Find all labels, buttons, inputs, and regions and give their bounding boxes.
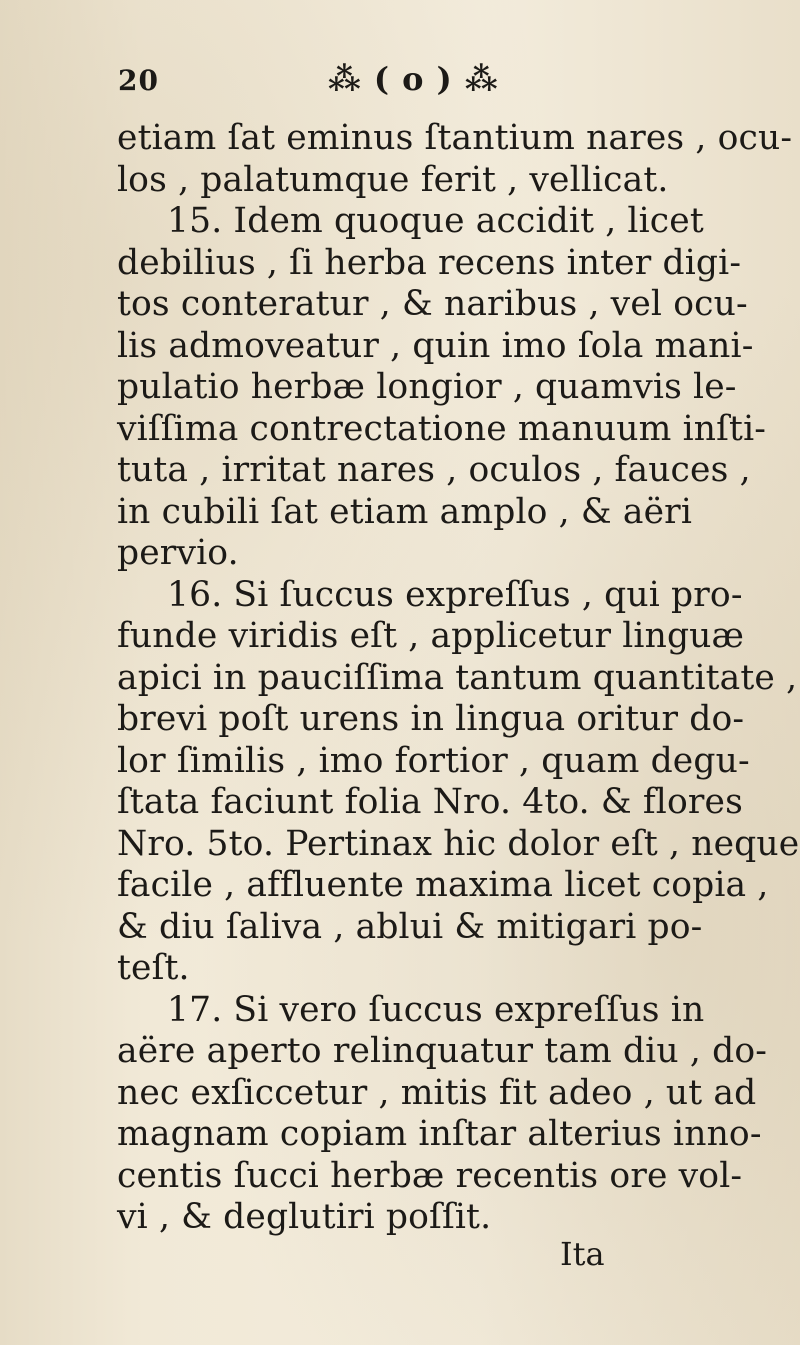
text-line: los , palatumque ferit , vellicat. (117, 159, 669, 200)
text-line: aëre aperto relinquatur tam diu , do- (117, 1031, 768, 1071)
text-line: brevi poſt urens in lingua oritur do- (117, 699, 745, 739)
text-line: pervio. (117, 533, 239, 573)
text-line: centis ſucci herbæ recentis ore vol- (117, 1155, 743, 1196)
text-line: facile , affluente maxima licet copia , (117, 865, 769, 905)
catchword: Ita (560, 1235, 605, 1273)
text-line: in cubili ſat etiam amplo , & aëri (117, 491, 693, 532)
header-ornament: ⁂ ( o ) ⁂ (328, 60, 499, 98)
text-line: tos conteratur , & naribus , vel ocu- (117, 284, 748, 324)
text-line: lor ſimilis , imo fortior , quam degu- (117, 740, 750, 781)
paragraph-start-16: 16. Si ſuccus expreſſus , qui pro- (167, 574, 743, 615)
text-line: etiam ſat eminus ſtantium nares , ocu- (117, 118, 793, 158)
paragraph-start-15: 15. Idem quoque accidit , licet (167, 201, 704, 241)
text-line: lis admoveatur , quin imo ſola mani- (117, 325, 754, 366)
page-number: 20 (118, 64, 159, 97)
text-line: Nro. 5to. Pertinax hic dolor eſt , neque (117, 823, 800, 864)
text-line: vi , & deglutiri poſſit. (117, 1197, 492, 1237)
text-line: teſt. (117, 948, 190, 988)
text-line: nec exſiccetur , mitis fit adeo , ut ad (117, 1072, 757, 1113)
text-line: ſtata faciunt folia Nro. 4to. & flores (117, 782, 743, 822)
text-line: viſſima contrectatione manuum inſti- (117, 408, 767, 449)
running-header (118, 60, 638, 110)
text-line: & diu ſaliva , ablui & mitigari po- (117, 906, 703, 947)
text-line: pulatio herbæ longior , quamvis le- (117, 367, 737, 407)
text-line: apici in pauciſſima tantum quantitate , (117, 657, 798, 698)
text-line: magnam copiam inſtar alterius inno- (117, 1114, 762, 1154)
body-text (117, 118, 800, 1239)
text-line: debilius , ſi herba recens inter digi- (117, 242, 742, 283)
text-line: funde viridis eſt , applicetur linguæ (117, 616, 745, 656)
paragraph-start-17: 17. Si vero ſuccus expreſſus in (167, 989, 705, 1030)
text-line: tuta , irritat nares , oculos , fauces , (117, 450, 751, 490)
